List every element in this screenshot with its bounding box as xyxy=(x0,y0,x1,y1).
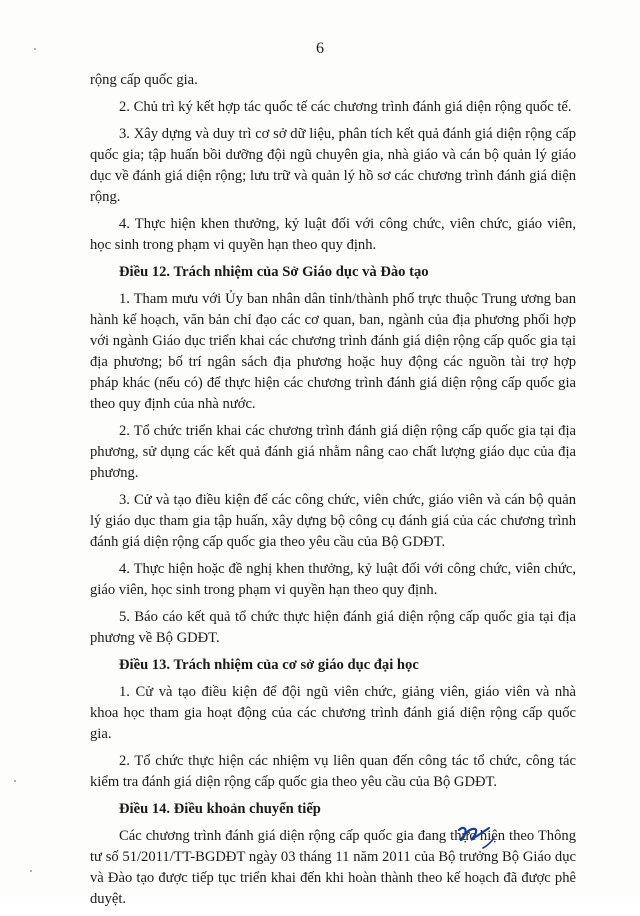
paragraph: rộng cấp quốc gia. xyxy=(90,72,198,88)
paragraph: 4. Thực hiện hoặc đề nghị khen thưởng, kỷ luật đối với công chức, viên chức, giáo viên, học sinh trong phạm vi quyền hạn theo quy định. xyxy=(90,561,576,598)
scan-speck xyxy=(14,780,16,782)
paragraph: 2. Tổ chức triển khai các chương trình đánh giá diện rộng cấp quốc gia tại địa phương, sử dụng các kết quả đánh giá nhằm nâng cao chất lượng giáo dục của địa phương. xyxy=(90,423,576,481)
page-number: 6 xyxy=(316,40,324,57)
paragraph: 5. Báo cáo kết quả tổ chức thực hiện đánh giá diện rộng cấp quốc gia tại địa phương về Bộ GDĐT. xyxy=(90,609,576,646)
paragraph: 2. Tổ chức thực hiện các nhiệm vụ liên quan đến công tác tổ chức, công tác kiểm tra đánh giá diện rộng cấp quốc gia theo yêu cầu của Bộ GDĐT. xyxy=(90,753,576,790)
paragraph: 1. Cử và tạo điều kiện để đội ngũ viên chức, giảng viên, giáo viên và nhà khoa học tham gia hoạt động của các chương trình đánh giá diện rộng cấp quốc gia. xyxy=(90,684,576,742)
paragraph: 3. Xây dựng và duy trì cơ sở dữ liệu, phân tích kết quả đánh giá diện rộng cấp quốc gia; tập huấn bồi dưỡng đội ngũ chuyên gia, nhà giáo và cán bộ quản lý giáo dục về đánh giá diện rộng; lưu trữ và quản lý hồ sơ các chương trình đánh giá diện rộng. xyxy=(90,126,576,205)
paragraph: 3. Cử và tạo điều kiện để các công chức, viên chức, giáo viên và cán bộ quản lý giáo dục tham gia tập huấn, xây dựng bộ công cụ đánh giá của các chương trình đánh giá diện rộng cấp quốc gia theo yêu cầu của Bộ GDĐT. xyxy=(90,492,576,550)
article-heading-13: Điều 13. Trách nhiệm của cơ sở giáo dục đại học xyxy=(119,657,419,673)
paragraph: 1. Tham mưu với Ủy ban nhân dân tỉnh/thành phố trực thuộc Trung ương ban hành kế hoạch, văn bản chỉ đạo các cơ quan, ban, ngành của địa phương phối hợp với ngành Giáo dục triển khai các chương trình đánh giá diện rộng cấp quốc gia tại địa phương; bố trí ngân sách địa phương hoặc huy động các nguồn tài trợ hợp pháp khác (nếu có) để thực hiện các chương trình đánh giá diện rộng cấp quốc gia theo quy định của nhà nước. xyxy=(90,291,576,412)
initials-signature-icon xyxy=(453,820,497,856)
paragraph: 4. Thực hiện khen thưởng, kỷ luật đối với công chức, viên chức, giáo viên, học sinh trong phạm vi quyền hạn theo quy định. xyxy=(90,216,576,253)
article-heading-14: Điều 14. Điều khoản chuyển tiếp xyxy=(119,801,321,817)
article-heading-12: Điều 12. Trách nhiệm của Sở Giáo dục và Đào tạo xyxy=(119,264,429,280)
page-body xyxy=(90,70,576,916)
scan-speck xyxy=(30,870,32,872)
paragraph: 2. Chủ trì ký kết hợp tác quốc tế các chương trình đánh giá diện rộng quốc tế. xyxy=(119,99,572,115)
signature-stroke xyxy=(459,828,489,840)
scan-speck xyxy=(34,48,36,50)
paragraph: Các chương trình đánh giá diện rộng cấp quốc gia đang thực hiện theo Thông tư số 51/2011/TT-BGDĐT ngày 03 tháng 11 năm 2011 của Bộ trưởng Bộ Giáo dục và Đào tạo được tiếp tục triển khai đến khi hoàn thành theo kế hoạch đã được phê duyệt. xyxy=(90,828,576,907)
signature-tail xyxy=(483,838,494,848)
